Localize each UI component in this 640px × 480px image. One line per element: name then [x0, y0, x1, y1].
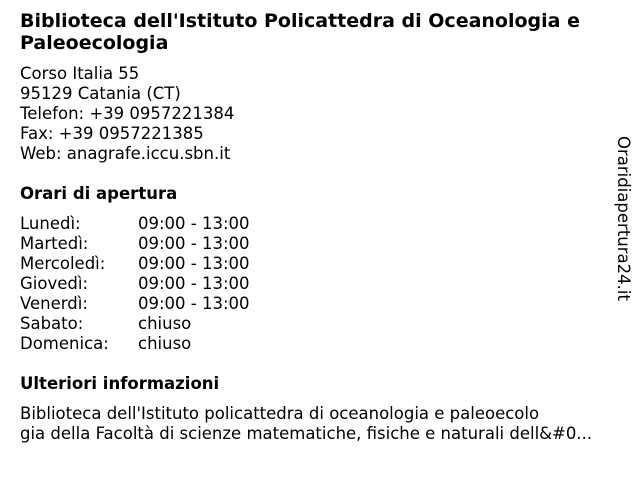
more-info-heading: Ulteriori informazioni [20, 374, 220, 393]
day-hours: 09:00 - 13:00 [138, 254, 250, 273]
hours-row-thursday [20, 274, 250, 294]
day-label: Lunedì: [20, 214, 81, 233]
hours-row-wednesday [20, 254, 250, 274]
day-label: Martedì: [20, 234, 89, 253]
street-address: Corso Italia 55 [20, 64, 140, 83]
day-hours: chiuso [138, 314, 192, 333]
fax-number: Fax: +39 0957221385 [20, 124, 204, 143]
address-block [20, 64, 234, 164]
opening-hours-heading: Orari di apertura [20, 184, 178, 203]
day-hours: 09:00 - 13:00 [138, 234, 250, 253]
day-label: Venerdì: [20, 294, 88, 313]
phone-number: Telefon: +39 0957221384 [20, 104, 235, 123]
day-hours: 09:00 - 13:00 [138, 274, 250, 293]
more-info-line: Biblioteca dell'Istituto policattedra di oceanologia e paleoecolo [20, 404, 540, 423]
site-watermark [611, 136, 635, 312]
more-info-line: gia della Facoltà di scienze matematiche, fisiche e naturali dell&#0... [20, 424, 593, 443]
watermark-text: Oraridiapertura24.it [614, 136, 633, 301]
day-label: Mercoledì: [20, 254, 106, 273]
website: Web: anagrafe.iccu.sbn.it [20, 144, 231, 163]
hours-row-tuesday [20, 234, 250, 254]
hours-row-friday [20, 294, 250, 314]
day-label: Sabato: [20, 314, 84, 333]
day-hours: 09:00 - 13:00 [138, 294, 250, 313]
day-hours: 09:00 - 13:00 [138, 214, 250, 233]
hours-row-sunday [20, 334, 250, 354]
opening-hours-table [20, 214, 250, 354]
day-hours: chiuso [138, 334, 192, 353]
city-postal-code: 95129 Catania (CT) [20, 84, 181, 103]
library-title: Biblioteca dell'Istituto Policattedra di Oceanologia e Paleoecologia [20, 10, 580, 54]
hours-row-saturday [20, 314, 250, 334]
hours-row-monday [20, 214, 250, 234]
day-label: Giovedì: [20, 274, 88, 293]
more-info-text [20, 404, 620, 444]
day-label: Domenica: [20, 334, 109, 353]
